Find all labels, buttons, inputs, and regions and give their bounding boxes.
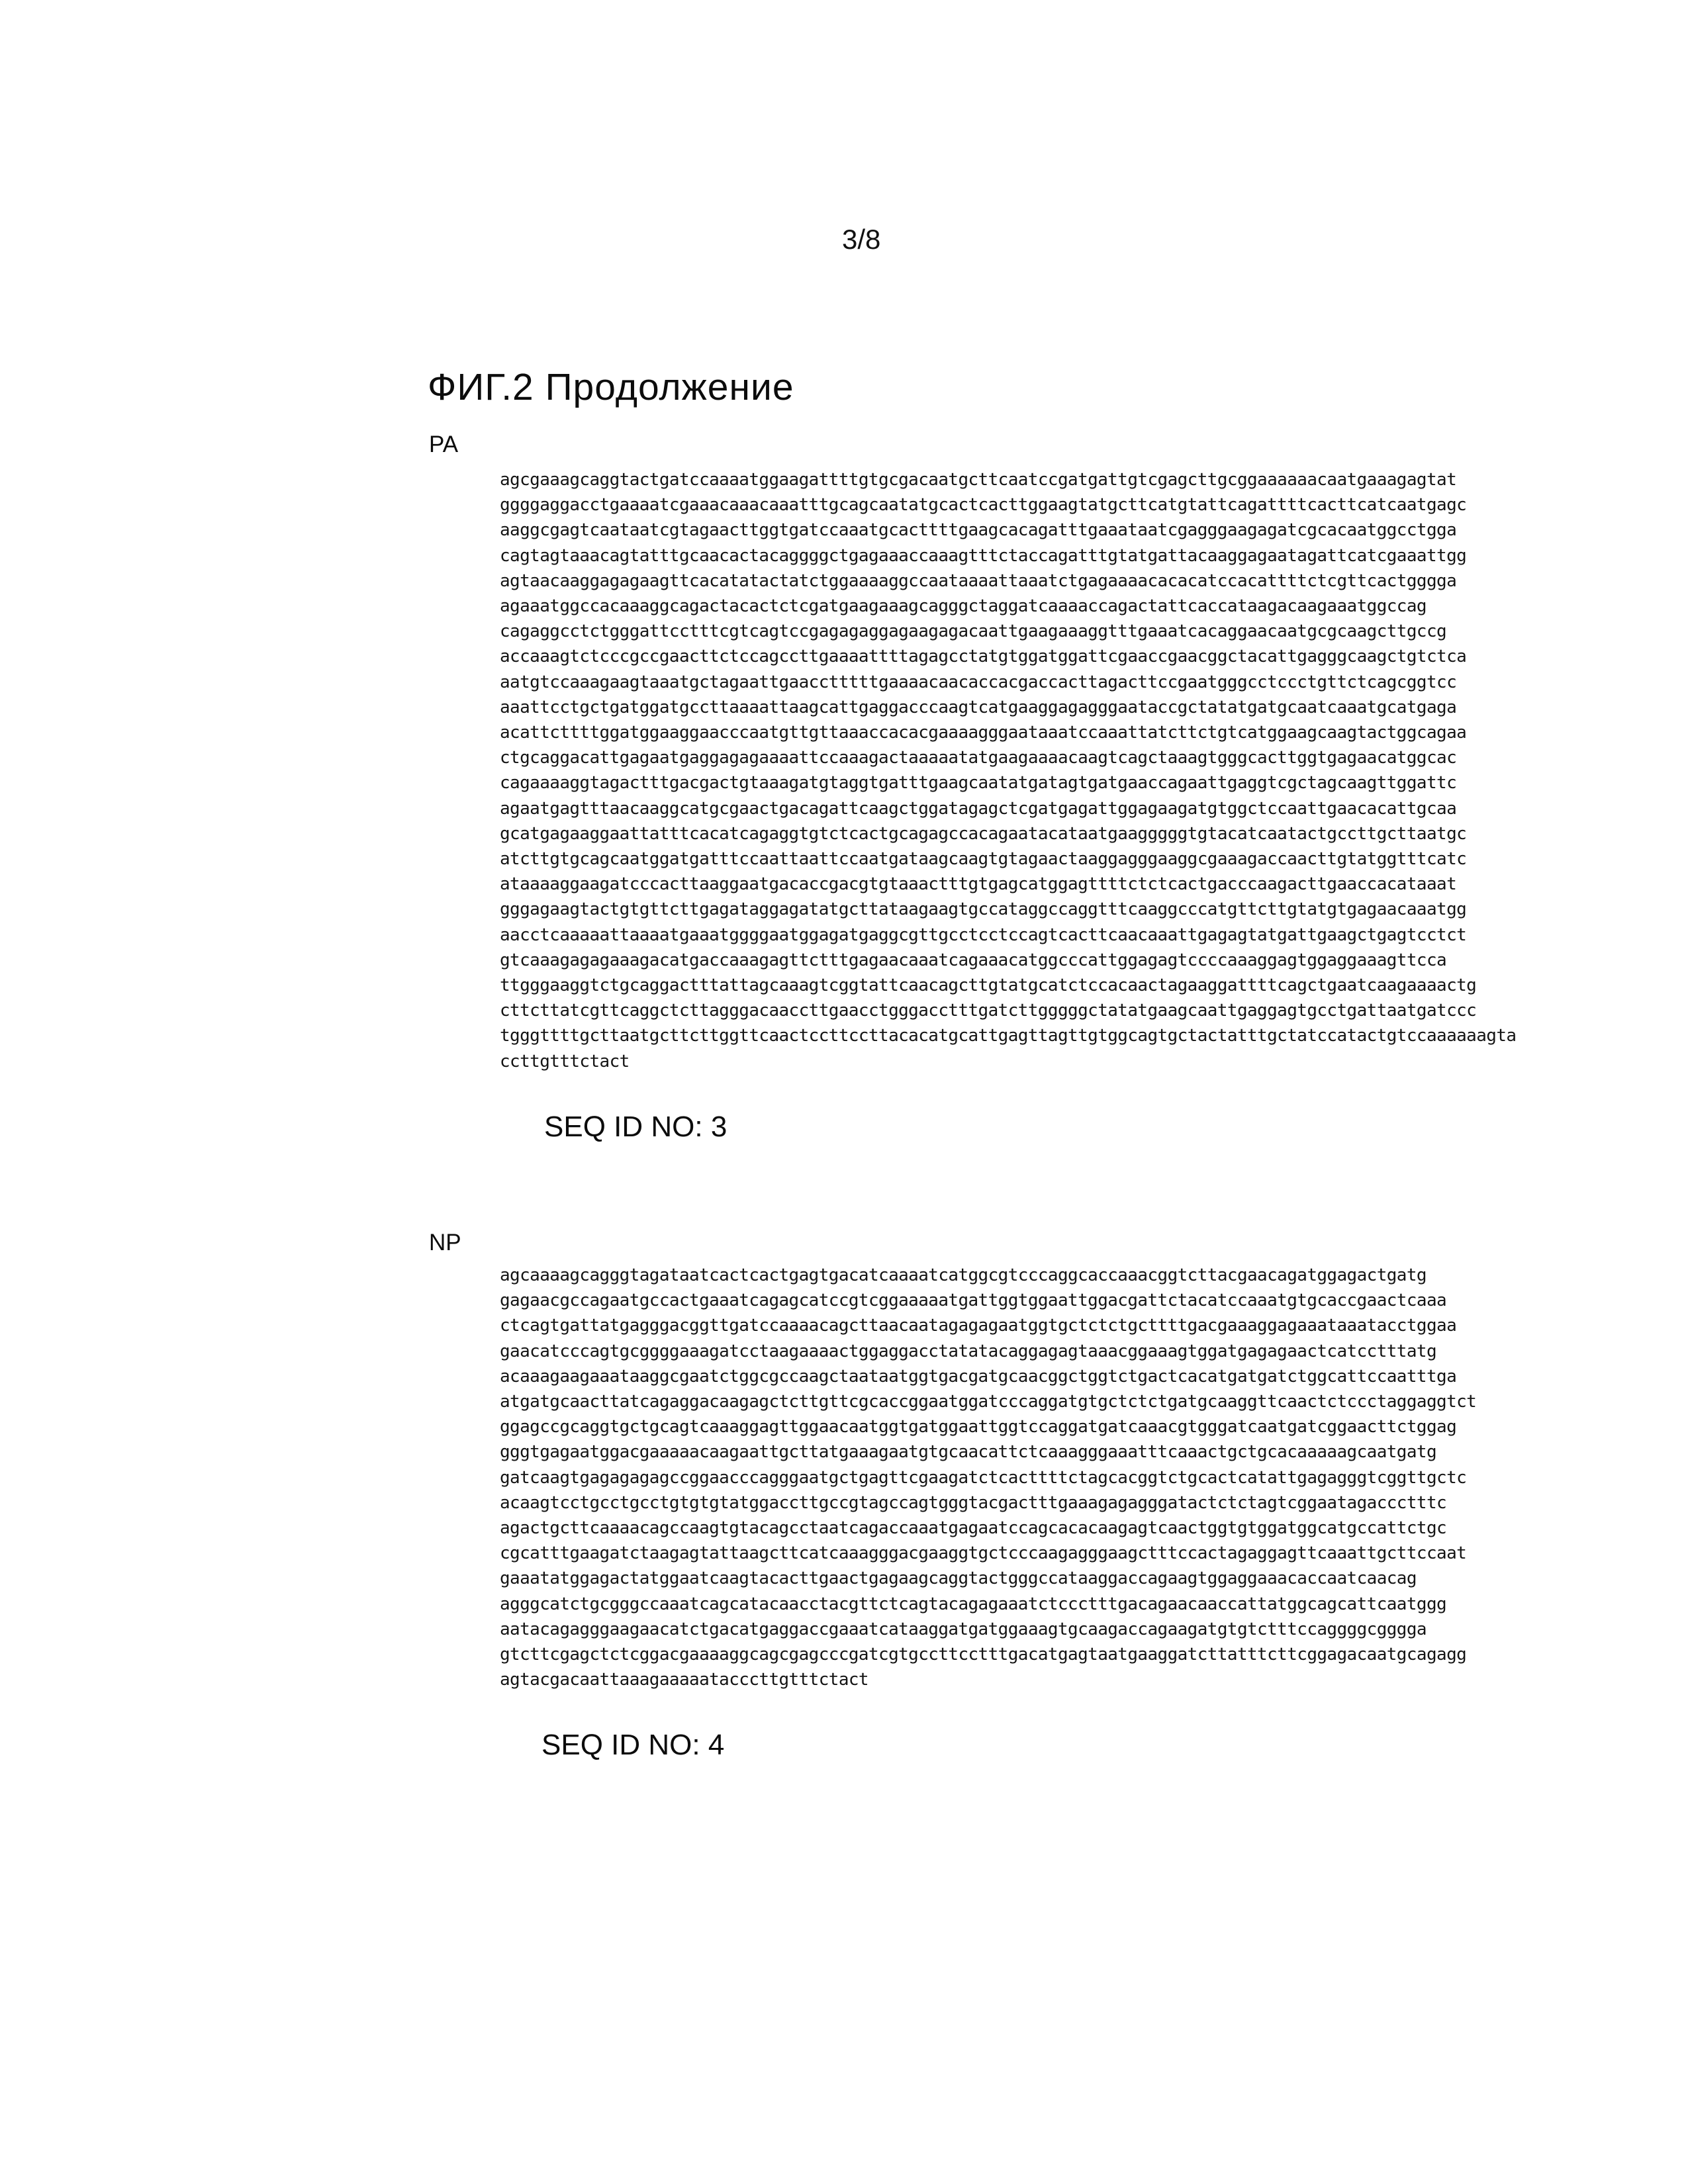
sequence-line: acaagtcctgcctgcctgtgtgtatggaccttgccgtagccagtgggtacgactttgaaagagagggatactctctagtcggaatagaccctttc bbox=[500, 1492, 1447, 1513]
sequence-line: cttcttatcgttcaggctcttagggacaaccttgaacctgggacctttgatcttgggggctatatgaagcaattgaggagtgcctgattaatgatccc bbox=[500, 1001, 1477, 1021]
sequence-line: ctcagtgattatgagggacggttgatccaaaacagcttaacaatagagagaatggtgctctctgcttttgacgaaaggagaaataaatacctggaa bbox=[500, 1316, 1457, 1336]
sequence-line: acattcttttggatggaaggaacccaatgttgttaaaccacacgaaaagggaataaatccaaattatcttctgtcatggaagcaagtactggcagaa bbox=[500, 723, 1467, 743]
sequence-line: cagtagtaaacagtatttgcaacactacaggggctgagaaaccaaagtttctaccagatttgtatgattacaaggagaatagattcatcgaaattgg bbox=[500, 545, 1467, 566]
sequence-line: gggtgagaatggacgaaaaacaagaattgcttatgaaagaatgtgcaacattctcaaagggaaatttcaaactgctgcacaaaaagcaatgatg bbox=[500, 1442, 1437, 1463]
sequence-line: ccttgtttctact bbox=[500, 1051, 630, 1071]
sequence-line: agggcatctgcgggccaaatcagcatacaacctacgttctcagtacagagaaatctccctttgacagaacaaccattatggcagcattcaatggg bbox=[500, 1594, 1447, 1614]
sequence-line: gatcaagtgagagagagccggaacccagggaatgctgagttcgaagatctcacttttctagcacggtctgcactcatattgagagggtcggttgctc bbox=[500, 1467, 1467, 1488]
gene-label-np: NP bbox=[429, 1230, 461, 1255]
sequence-line: cagaggcctctgggattcctttcgtcagtccgagagaggagaagagacaattgaagaaaggtttgaaatcacaggaacaatgcgcaagcttgccg bbox=[500, 621, 1447, 642]
sequence-line: aaattcctgctgatggatgccttaaaattaagcattgaggacccaagtcatgaaggagagggaataccgctatatgatgcaatcaaatgcatgaga bbox=[500, 697, 1457, 717]
figure-title: ФИГ.2 Продолжение bbox=[428, 366, 794, 408]
sequence-line: gaaatatggagactatggaatcaagtacacttgaactgagaagcaggtactgggccataaggaccagaagtggaggaaacaccaatcaacag bbox=[500, 1569, 1417, 1589]
sequence-line: cgcatttgaagatctaagagtattaagcttcatcaaagggacgaaggtgctcccaagagggaagctttccactagaggagttcaaattgcttccaat bbox=[500, 1543, 1467, 1564]
sequence-line: cagaaaaggtagactttgacgactgtaaagatgtaggtgatttgaagcaatatgatagtgatgaaccagaattgaggtcgctagcaagttggattc bbox=[500, 773, 1457, 794]
sequence-line: gtcaaagagagaaagacatgaccaaagagttctttgagaacaaatcagaaacatggcccattggagagtccccaaaggagtggaggaaagttcca bbox=[500, 950, 1447, 970]
sequence-line: agtacgacaattaaagaaaaatacccttgtttctact bbox=[500, 1670, 868, 1690]
sequence-line: ggggaggacctgaaaatcgaaacaaacaaatttgcagcaatatgcactcacttggaagtatgcttcatgtattcagattttcacttcatcaatgagc bbox=[500, 495, 1467, 516]
sequence-line: atgatgcaacttatcagaggacaagagctcttgttcgcaccggaatggatcccaggatgtgctctctgatgcaaggttcaactctccctaggaggtct bbox=[500, 1392, 1477, 1412]
sequence-line: agtaacaaggagagaagttcacatatactatctggaaaaggccaataaaattaaatctgagaaaacacacatccacattttctcgttcactgggga bbox=[500, 570, 1457, 591]
sequence-line: accaaagtctcccgccgaacttctccagccttgaaaattttagagcctatgtggatggattcgaaccgaacggctacattgagggcaagctgtctca bbox=[500, 647, 1467, 667]
sequence-line: gagaacgccagaatgccactgaaatcagagcatccgtcggaaaaatgattggtggaattggacgattctacatccaaatgtgcaccgaactcaaa bbox=[500, 1291, 1447, 1311]
sequence-line: agaatgagtttaacaaggcatgcgaactgacagattcaagctggatagagctcgatgagattggagaagatgtggctccaattgaacacattgcaa bbox=[500, 798, 1457, 819]
sequence-line: aaggcgagtcaataatcgtagaacttggtgatccaaatgcacttttgaagcacagatttgaaataatcgagggaagagatcgcacaatggcctgga bbox=[500, 520, 1457, 541]
seq-id-label-4: SEQ ID NO: 4 bbox=[541, 1729, 725, 1761]
sequence-line: gcatgagaaggaattatttcacatcagaggtgtctcactgcagagccacagaatacataatgaagggggtgtacatcaatactgccttgcttaatgc bbox=[500, 823, 1467, 844]
sequence-line: tgggttttgcttaatgcttcttggttcaactccttccttacacatgcattgagttagttgtggcagtgctactatttgctatccatactgtccaaaaaagta bbox=[500, 1026, 1517, 1046]
seq-id-label-3: SEQ ID NO: 3 bbox=[544, 1111, 727, 1143]
page-number: 3/8 bbox=[842, 224, 881, 255]
sequence-block-pa bbox=[500, 467, 1532, 1074]
sequence-line: gaacatcccagtgcggggaaagatcctaagaaaactggaggacctatatacaggagagtaaacggaaagtggatgagagaactcatcctttatg bbox=[500, 1341, 1437, 1361]
sequence-line: atcttgtgcagcaatggatgatttccaattaattccaatgataagcaagtgtagaactaaggagggaaggcgaaagaccaacttgtatggtttcatc bbox=[500, 849, 1467, 870]
sequence-line: aatacagagggaagaacatctgacatgaggaccgaaatcataaggatgatggaaagtgcaagaccagaagatgtgtctttccaggggcgggga bbox=[500, 1619, 1427, 1639]
sequence-line: agcaaaagcagggtagataatcactcactgagtgacatcaaaatcatggcgtcccaggcaccaaacggtcttacgaacagatggagactgatg bbox=[500, 1265, 1427, 1285]
sequence-line: ctgcaggacattgagaatgaggagagaaaattccaaagactaaaaatatgaagaaaacaagtcagctaaagtgggcacttggtgagaacatggcac bbox=[500, 748, 1457, 768]
sequence-line: agcgaaagcaggtactgatccaaaatggaagattttgtgcgacaatgcttcaatccgatgattgtcgagcttgcggaaaaaacaatgaaagagtat bbox=[500, 470, 1457, 490]
sequence-line: agaaatggccacaaaggcagactacactctcgatgaagaaagcagggctaggatcaaaaccagactattcaccataagacaagaaatggccag bbox=[500, 596, 1427, 617]
sequence-line: agactgcttcaaaacagccaagtgtacagcctaatcagaccaaatgagaatccagcacacaagagtcaactggtgtggatggcatgccattctgc bbox=[500, 1518, 1447, 1539]
sequence-line: gtcttcgagctctcggacgaaaaggcagcgagcccgatcgtgccttcctttgacatgagtaatgaaggatcttatttcttcggagacaatgcagagg bbox=[500, 1645, 1467, 1665]
sequence-line: ttgggaaggtctgcaggactttattagcaaagtcggtattcaacagcttgtatgcatctccacaactagaaggattttcagctgaatcaagaaaactg bbox=[500, 976, 1477, 996]
sequence-line: aatgtccaaagaagtaaatgctagaattgaacctttttgaaaacaacaccacgaccacttagacttccgaatgggcctccctgttctcagcggtcc bbox=[500, 672, 1457, 692]
sequence-block-np bbox=[500, 1263, 1532, 1692]
gene-label-pa: PA bbox=[429, 432, 459, 457]
sequence-line: gggagaagtactgtgttcttgagataggagatatgcttataagaagtgccataggccaggtttcaaggcccatgttcttgtatgtgagaacaaatgg bbox=[500, 899, 1467, 920]
sequence-line: ggagccgcaggtgctgcagtcaaaggagttggaacaatggtgatggaattggtccaggatgatcaaacgtgggatcaatgatcggaacttctggag bbox=[500, 1417, 1457, 1437]
sequence-line: aacctcaaaaattaaaatgaaatggggaatggagatgaggcgttgcctcctccagtcacttcaacaaattgagagtatgattgaagctgagtcctct bbox=[500, 925, 1467, 945]
sequence-line: acaaagaagaaataaggcgaatctggcgccaagctaataatggtgacgatgcaacggctggtctgactcacatgatgatctggcattccaatttga bbox=[500, 1366, 1457, 1387]
sequence-line: ataaaaggaagatcccacttaaggaatgacaccgacgtgtaaactttgtgagcatggagttttctctcactgacccaagacttgaaccacataaat bbox=[500, 874, 1457, 895]
